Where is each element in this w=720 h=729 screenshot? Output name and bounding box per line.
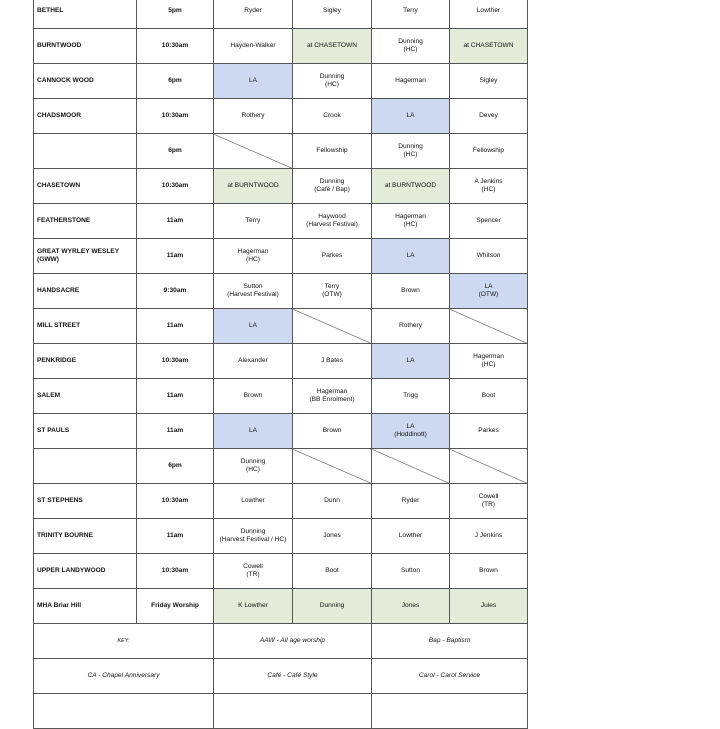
key-row	[34, 624, 528, 659]
service-time: 11am	[137, 239, 214, 274]
service-note: (OTW)	[322, 291, 342, 298]
preacher-cell	[450, 379, 528, 414]
preacher-cell	[293, 274, 372, 309]
service-time: 6pm	[137, 64, 214, 99]
preacher-cell	[450, 414, 528, 449]
preacher-name: Dunning	[398, 37, 423, 45]
preacher-cell	[214, 169, 293, 204]
key-row	[34, 659, 528, 694]
preacher-name: Sigley	[323, 6, 341, 14]
key-entry: KEY:	[34, 624, 214, 659]
preacher-cell	[214, 589, 293, 624]
service-note: (HC)	[403, 151, 418, 158]
service-row	[34, 309, 528, 344]
service-note: (HC)	[403, 221, 418, 228]
preacher-cell	[450, 29, 528, 64]
service-note: (HC)	[325, 81, 339, 88]
preacher-cell	[372, 99, 450, 134]
preacher-cell	[293, 554, 372, 589]
church-name: CHASETOWN	[34, 169, 137, 204]
preacher-cell	[293, 344, 372, 379]
preacher-name: Brown	[401, 286, 420, 294]
preacher-name: Hayden-Walker	[230, 41, 276, 49]
preacher-name: LA	[248, 76, 258, 84]
service-note: (Harvest Festival)	[306, 221, 358, 228]
service-time: 10:30am	[137, 484, 214, 519]
preacher-name: Terry	[245, 216, 261, 224]
preacher-cell	[293, 379, 372, 414]
preacher-cell	[214, 519, 293, 554]
preacher-name: J Jenkins	[474, 531, 503, 539]
service-note: (HC)	[246, 256, 260, 263]
preacher-name: Trigg	[403, 391, 418, 399]
key-entry: CA - Chapel Anniversary	[34, 659, 214, 694]
preacher-cell	[450, 554, 528, 589]
service-time: 5pm	[137, 0, 214, 29]
preacher-name: Dunning	[319, 601, 345, 609]
no-service-cell	[372, 449, 450, 484]
preacher-cell	[372, 239, 450, 274]
service-row	[34, 449, 528, 484]
preacher-name: Dunning	[240, 457, 266, 465]
key-entry	[214, 694, 372, 729]
preacher-name: Jones	[401, 601, 420, 609]
preacher-cell	[450, 239, 528, 274]
service-time: 10:30am	[137, 169, 214, 204]
church-name: TRINITY BOURNE	[34, 519, 137, 554]
church-name: GREAT WYRLEY WESLEY (GWW)	[34, 239, 137, 274]
key-entry	[34, 694, 214, 729]
preacher-name: Crook	[323, 111, 341, 119]
preacher-name: Sigley	[479, 76, 498, 84]
service-time: 9:30am	[137, 274, 214, 309]
preacher-name: J Bates	[321, 356, 343, 364]
preacher-name: LA	[406, 356, 415, 364]
preacher-name: Boot	[325, 566, 339, 574]
preacher-cell	[214, 309, 293, 344]
preacher-cell	[450, 169, 528, 204]
service-note: (Café / Bap)	[314, 186, 350, 193]
service-time: 11am	[137, 379, 214, 414]
preacher-cell	[214, 0, 293, 29]
service-row	[34, 344, 528, 379]
church-name: HANDSACRE	[34, 274, 137, 309]
preacher-cell	[372, 414, 450, 449]
preacher-cell	[214, 484, 293, 519]
preacher-name: Lowther	[241, 496, 265, 504]
preacher-name: at CHASETOWN	[463, 41, 514, 49]
preacher-cell	[214, 414, 293, 449]
church-name: BURNTWOOD	[34, 29, 137, 64]
preacher-name: LA	[484, 282, 493, 290]
preacher-cell	[372, 554, 450, 589]
preacher-cell	[450, 99, 528, 134]
preacher-name: LA	[406, 422, 415, 430]
preacher-name: Dunning	[240, 527, 266, 535]
church-name	[34, 134, 137, 169]
service-time: 11am	[137, 309, 214, 344]
service-row	[34, 134, 528, 169]
preacher-cell	[372, 169, 450, 204]
preacher-name: Boot	[481, 391, 496, 399]
service-time: Friday Worship	[137, 589, 214, 624]
preacher-name: Spencer	[476, 216, 501, 224]
service-row	[34, 0, 528, 29]
service-row	[34, 29, 528, 64]
service-row	[34, 99, 528, 134]
preacher-name: K Lowther	[238, 601, 268, 609]
no-service-cell	[450, 449, 528, 484]
preacher-name: Hagerman	[395, 76, 426, 84]
church-name: FEATHERSTONE	[34, 204, 137, 239]
service-note: (BB Enrolment)	[309, 396, 355, 403]
preacher-cell	[214, 449, 293, 484]
preacher-cell	[293, 29, 372, 64]
preacher-cell	[293, 134, 372, 169]
key-entry	[372, 694, 528, 729]
preacher-name: Brown	[479, 566, 498, 574]
key-entry: Café - Café Style	[214, 659, 372, 694]
key-entry: AAW - All age worship	[214, 624, 372, 659]
service-time: 11am	[137, 414, 214, 449]
service-note: (HC)	[403, 46, 418, 53]
preacher-cell	[214, 344, 293, 379]
preacher-cell	[450, 344, 528, 379]
preacher-cell	[450, 484, 528, 519]
service-row	[34, 519, 528, 554]
no-service-cell	[450, 309, 528, 344]
church-name: ST PAULS	[34, 414, 137, 449]
preacher-name: LA	[406, 111, 415, 119]
preacher-name: Ryder	[401, 496, 420, 504]
preacher-name: Cowell	[478, 492, 499, 500]
preacher-name: Brown	[322, 426, 342, 434]
church-name: MILL STREET	[34, 309, 137, 344]
preacher-name: Terry	[324, 282, 340, 290]
preacher-name: Devey	[479, 111, 498, 119]
preacher-name: Jones	[323, 531, 341, 539]
church-name	[34, 449, 137, 484]
church-name: CHADSMOOR	[34, 99, 137, 134]
service-note: (HC)	[246, 466, 260, 473]
preacher-cell	[293, 519, 372, 554]
preacher-name: at BURNTWOOD	[227, 181, 279, 189]
service-time: 10:30am	[137, 554, 214, 589]
church-name: MHA Briar Hill	[34, 589, 137, 624]
preacher-cell	[293, 239, 372, 274]
service-note: (HC)	[481, 186, 496, 193]
service-note: (HC)	[481, 361, 496, 368]
preacher-name: Whitson	[476, 251, 501, 259]
preacher-cell	[214, 204, 293, 239]
preacher-cell	[450, 64, 528, 99]
preacher-name: Terry	[403, 6, 418, 14]
preacher-name: Jules	[480, 601, 497, 609]
preacher-name: Hagerman	[316, 387, 348, 395]
service-row	[34, 379, 528, 414]
preacher-name: Fellowship	[472, 146, 505, 154]
service-row	[34, 554, 528, 589]
preacher-name: at CHASETOWN	[306, 41, 358, 49]
church-name: BETHEL	[34, 0, 137, 29]
preaching-plan-table	[33, 0, 528, 729]
service-time: 6pm	[137, 449, 214, 484]
service-row	[34, 414, 528, 449]
preacher-cell	[450, 0, 528, 29]
preacher-name: Hagerman	[237, 247, 269, 255]
preacher-cell	[450, 204, 528, 239]
preacher-name: Ryder	[244, 6, 262, 14]
service-note: (Hoddinott)	[394, 431, 427, 438]
service-time: 10:30am	[137, 29, 214, 64]
service-time: 11am	[137, 519, 214, 554]
preacher-cell	[450, 274, 528, 309]
preacher-cell	[372, 134, 450, 169]
preacher-name: LA	[248, 426, 258, 434]
church-name: ST STEPHENS	[34, 484, 137, 519]
preacher-cell	[372, 344, 450, 379]
preacher-cell	[214, 99, 293, 134]
preacher-name: Haywood	[318, 212, 346, 220]
preacher-cell	[293, 64, 372, 99]
preacher-cell	[214, 554, 293, 589]
preacher-name: Parkes	[478, 426, 499, 434]
key-row	[34, 694, 528, 729]
preacher-cell	[293, 414, 372, 449]
preacher-name: LA	[406, 251, 415, 259]
preacher-cell	[293, 99, 372, 134]
preacher-name: Alexander	[238, 356, 268, 364]
preacher-name: Lowther	[476, 6, 501, 14]
preacher-cell	[372, 0, 450, 29]
preacher-cell	[372, 379, 450, 414]
preacher-name: Dunn	[324, 496, 340, 504]
church-name: PENKRIDGE	[34, 344, 137, 379]
preacher-name: Rothery	[398, 321, 423, 329]
preacher-name: Sutton	[243, 282, 263, 290]
preacher-name: Lowther	[398, 531, 423, 539]
preacher-cell	[372, 29, 450, 64]
preacher-name: Hagerman	[395, 212, 426, 220]
preacher-cell	[450, 589, 528, 624]
no-service-cell	[293, 309, 372, 344]
preacher-cell	[450, 134, 528, 169]
key-entry: Carol - Carol Service	[372, 659, 528, 694]
preacher-cell	[293, 484, 372, 519]
service-time: 6pm	[137, 134, 214, 169]
service-row	[34, 239, 528, 274]
service-time: 10:30am	[137, 99, 214, 134]
preacher-cell	[372, 519, 450, 554]
preacher-name: Dunning	[398, 142, 423, 150]
preacher-cell	[214, 274, 293, 309]
preacher-cell	[293, 589, 372, 624]
service-row	[34, 589, 528, 624]
preacher-name: Dunning	[319, 177, 345, 185]
preacher-name: Parkes	[321, 251, 343, 259]
no-service-cell	[214, 134, 293, 169]
preacher-name: Cowell	[243, 562, 263, 570]
no-service-cell	[293, 449, 372, 484]
preacher-name: Dunning	[319, 72, 345, 80]
service-row	[34, 484, 528, 519]
preacher-cell	[372, 204, 450, 239]
service-row	[34, 169, 528, 204]
preacher-cell	[293, 0, 372, 29]
service-time: 11am	[137, 204, 214, 239]
service-note: (TR)	[481, 501, 496, 508]
preacher-cell	[372, 309, 450, 344]
preacher-cell	[372, 589, 450, 624]
service-note: (TR)	[246, 571, 260, 578]
church-name: UPPER LANDYWOOD	[34, 554, 137, 589]
church-name: CANNOCK WOOD	[34, 64, 137, 99]
service-time: 10:30am	[137, 344, 214, 379]
service-note: (Harvest Festival)	[227, 291, 279, 298]
preacher-name: Brown	[243, 391, 263, 399]
preacher-cell	[372, 274, 450, 309]
church-name: SALEM	[34, 379, 137, 414]
service-note: (OTW)	[478, 291, 499, 298]
preacher-cell	[372, 484, 450, 519]
preacher-cell	[214, 379, 293, 414]
preacher-name: at BURNTWOOD	[384, 181, 437, 189]
preacher-cell	[293, 204, 372, 239]
preacher-cell	[293, 169, 372, 204]
preacher-name: Hagerman	[473, 352, 504, 360]
preacher-name: A Jenkins	[474, 177, 503, 185]
service-row	[34, 204, 528, 239]
service-row	[34, 274, 528, 309]
service-row	[34, 64, 528, 99]
key-entry: Bap - Baptism	[372, 624, 528, 659]
preacher-cell	[214, 239, 293, 274]
preacher-name: Sutton	[400, 566, 421, 574]
preacher-cell	[372, 64, 450, 99]
service-note: (Harvest Festival / HC)	[219, 536, 287, 543]
preacher-cell	[214, 29, 293, 64]
preacher-name: Rothery	[241, 111, 265, 119]
preacher-cell	[450, 519, 528, 554]
preacher-name: Fellowship	[316, 146, 348, 154]
preacher-name: LA	[248, 321, 258, 329]
preacher-cell	[214, 64, 293, 99]
